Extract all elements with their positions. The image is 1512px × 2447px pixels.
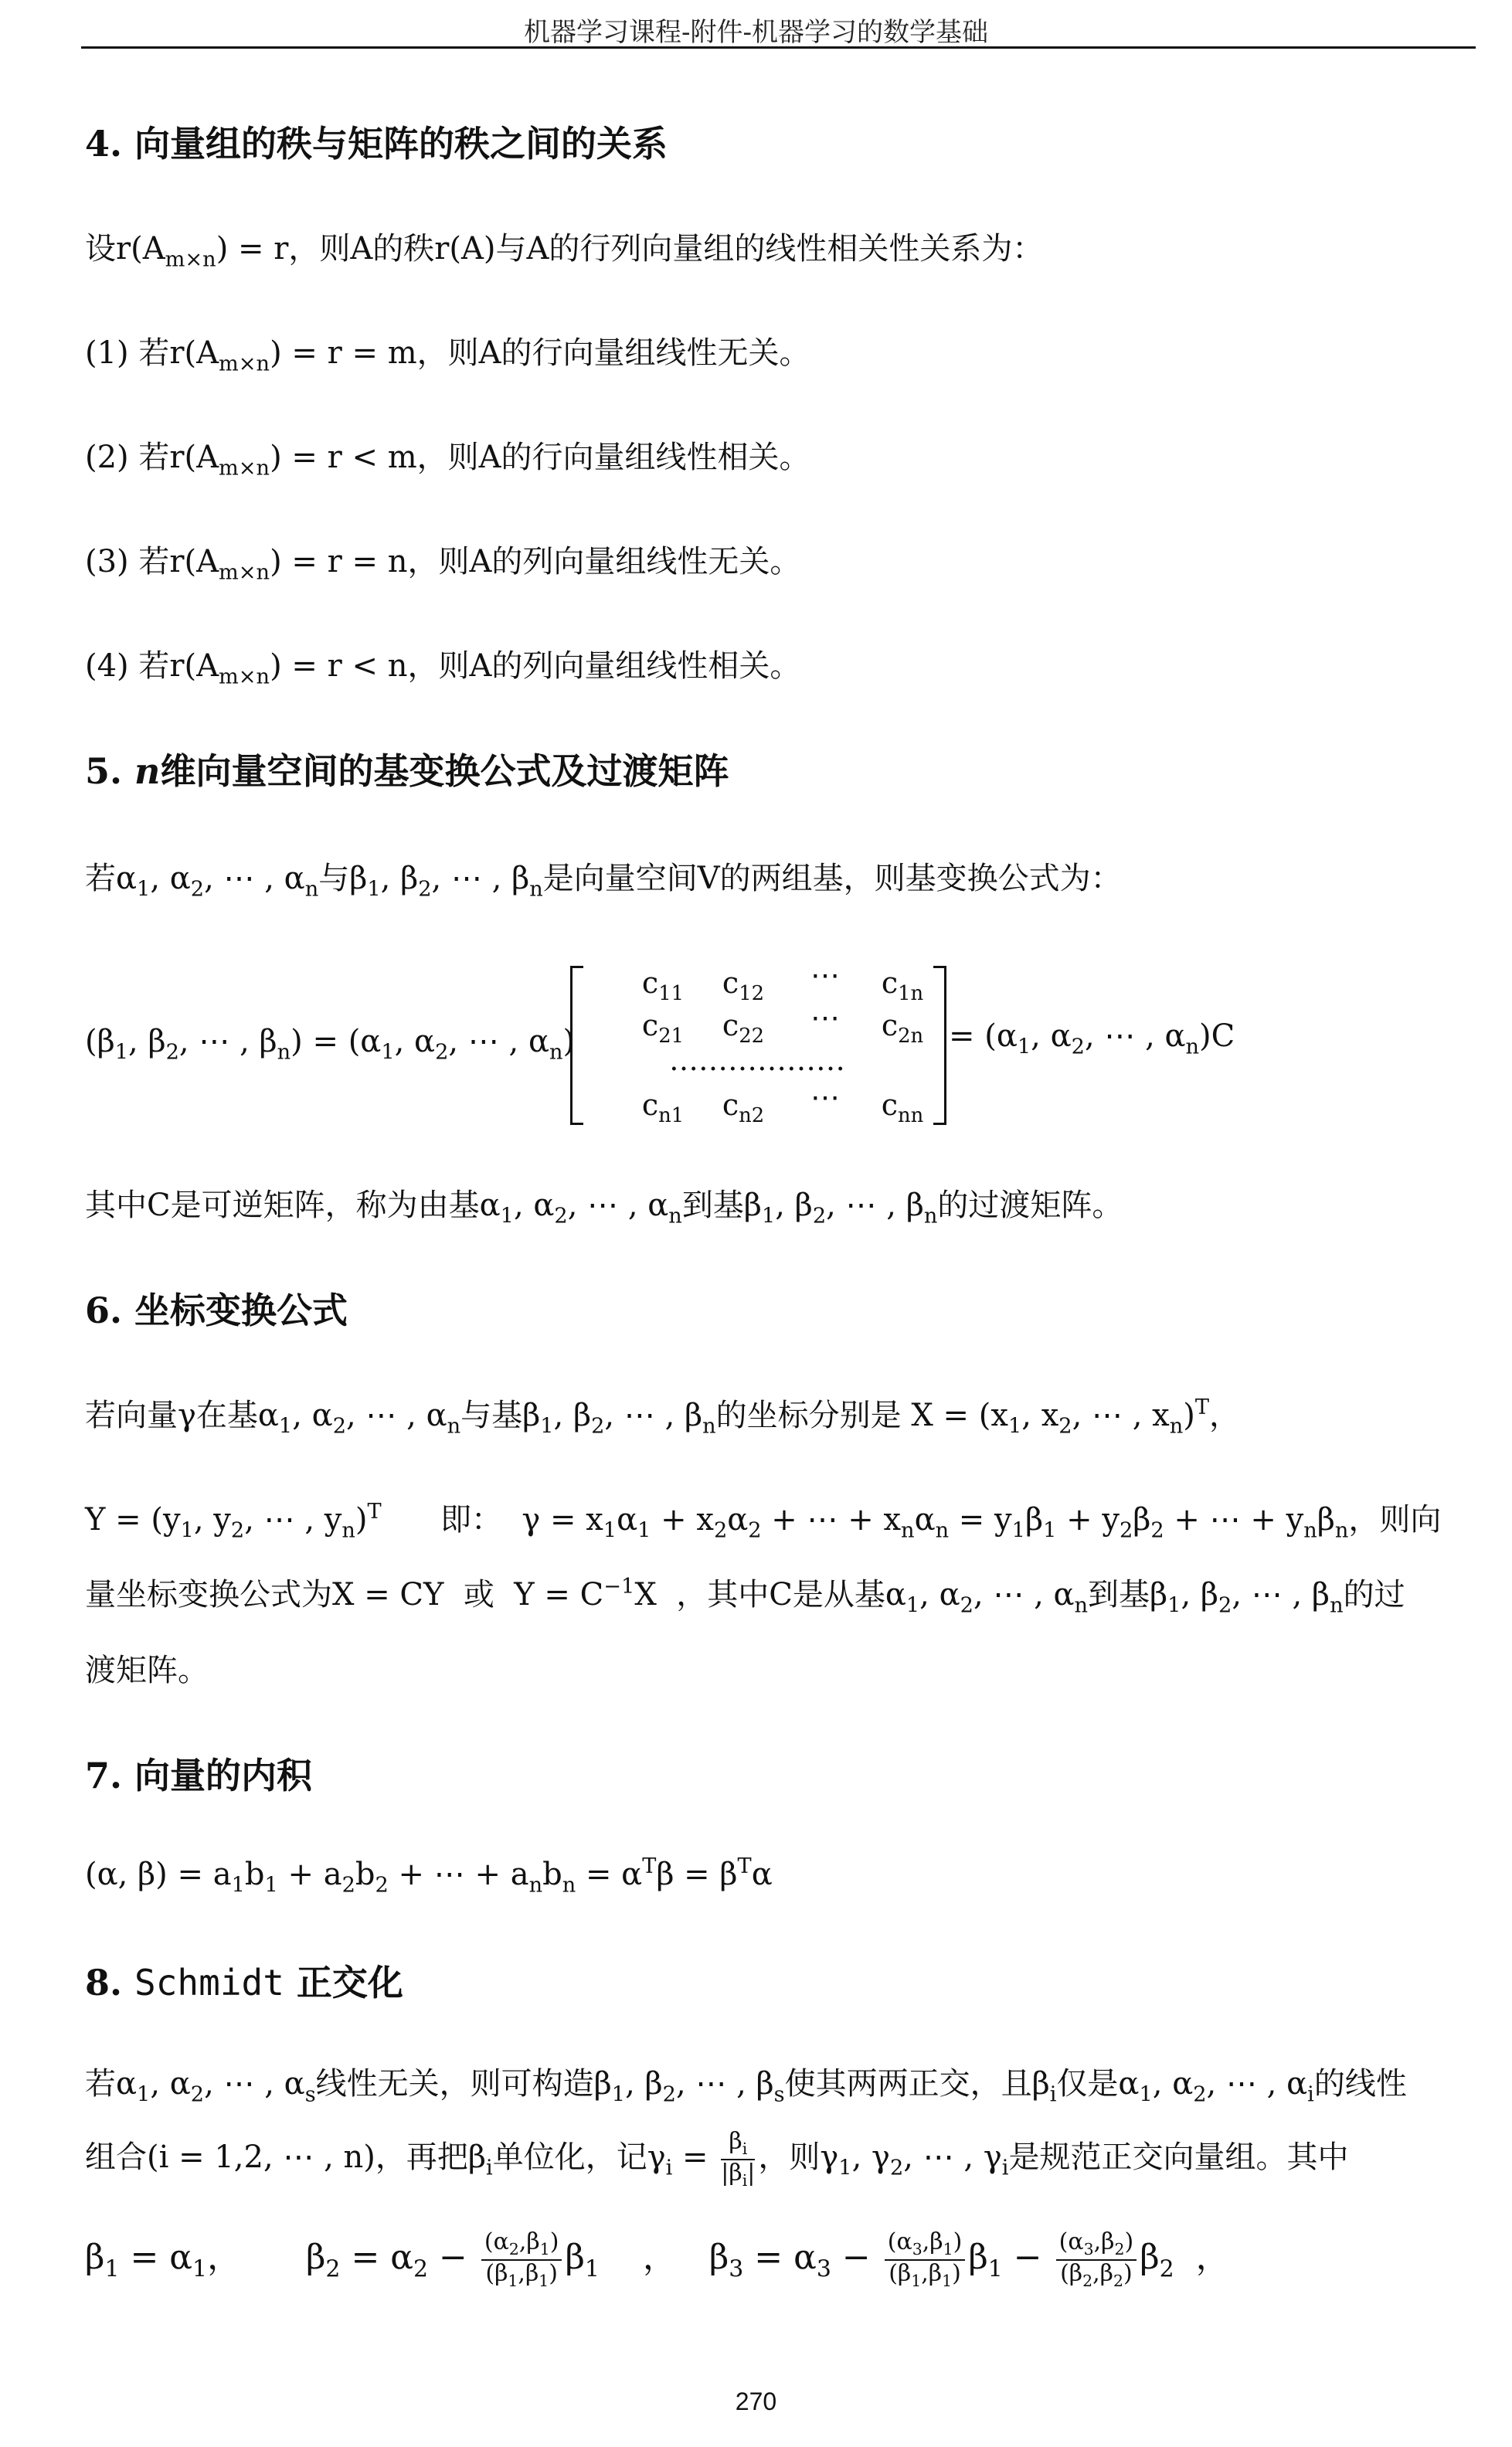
matrix-cell: $c_{21}$ (641, 1008, 685, 1048)
fraction-denominator: $(\beta_1,\beta_1)$ (889, 2259, 961, 2290)
beta-3-fraction-1 (885, 2229, 966, 2290)
section-5-heading (85, 743, 729, 794)
formula-separator: ， (642, 2238, 677, 2278)
basis-formula-rhs: = ($\alpha_1$, $\alpha_2$, ⋯ , $\alpha_n)C$ (949, 1018, 1235, 1059)
matrix-cell: $c_{22}$ (722, 1008, 765, 1048)
matrix-cell: ⋯ (810, 1001, 840, 1035)
fraction-numerator: $\beta_i$ (721, 2129, 755, 2160)
section-5-note: 其中C是可逆矩阵，称为由基$\alpha_1$, $\alpha_2$, ⋯ , $\alpha_n$到基$\beta_1$, $\beta_2$, ⋯ , $\beta_n$的过渡矩阵。 (85, 1188, 1123, 1229)
section-7-heading: 7. 向量的内积 (85, 1755, 313, 1796)
running-header: 机器学习课程-附件-机器学习的数学基础 (524, 17, 988, 48)
section-6-line-3: 量坐标变换公式为X = CY 或 $Y = C^{-1}X$ ，其中C是从基$\alpha_1$, $\alpha_2$, ⋯ , $\alpha_n$到基$\beta_1$, $\beta_2$, ⋯ , $\beta_n$的过 (85, 1575, 1405, 1618)
section-5-number: 5. (85, 750, 135, 792)
section-4-heading: 4. 向量组的秩与矩阵的秩之间的关系 (85, 123, 668, 165)
section-8-line-1: 若$\alpha_1$, $\alpha_2$, ⋯ , $\alpha_s$线性无关，则可构造$\beta_1$, $\beta_2$, ⋯ , $\beta_s$使其两两正交，且$\beta_i$仅是$\alpha_1$, $\alpha_2$, ⋯ , $\alpha_i$的线性 (85, 2066, 1407, 2107)
section-4-item-2: (2) 若$r(A_{m\times n}) = r < m$，则A的行向量组线性相关。 (85, 440, 810, 481)
matrix-cell: $c_{12}$ (722, 966, 765, 1006)
section-8-title: 正交化 (284, 1962, 403, 2003)
fraction-denominator: $(\beta_2,\beta_2)$ (1060, 2259, 1133, 2290)
beta-3-middle: $\beta_1$ − (968, 2238, 1042, 2283)
beta-2-prefix: $\beta_2 = \alpha_2$ − (305, 2238, 467, 2283)
section-5-intro: 若$\alpha_1$, $\alpha_2$, ⋯ , $\alpha_n$与$\beta_1$, $\beta_2$, ⋯ , $\beta_n$是向量空间V的两组基，则基变换公式为： (85, 861, 1122, 902)
section-5-var: n (134, 750, 161, 792)
beta-3-prefix: $\beta_3 = \alpha_3$ − (708, 2238, 871, 2283)
normalize-suffix: ，则$\gamma_1$, $\gamma_2$, ⋯ , $\gamma_i$是规范正交向量组。其中 (758, 2139, 1349, 2180)
normalize-prefix: 组合(i = 1,2, ⋯ , n)，再把$\beta_i$单位化，记$\gamma_i$ = (85, 2139, 708, 2180)
schmidt-formulas (85, 2229, 1230, 2290)
matrix-left-bracket (570, 966, 583, 1125)
header-divider (81, 46, 1476, 49)
fraction-denominator: $|\beta_i|$ (721, 2159, 756, 2190)
section-4-item-3: (3) 若$r(A_{m\times n}) = r = n$，则A的列向量组线性无关。 (85, 544, 801, 585)
fraction-denominator: $(\beta_1,\beta_1)$ (485, 2259, 558, 2290)
matrix-cell: $c_{n2}$ (722, 1088, 765, 1128)
section-6-line-2: $Y = (y_1$, $y_2$, ⋯ , $y_n)^T$ 即： $\gamma = x_1\alpha_1 + x_2\alpha_2$ + ⋯ + $x_n\alpha_n = y_1\beta_1 + y_2\beta_2$ + ⋯ + $y_n\beta_n$，则向 (85, 1500, 1442, 1543)
beta-1-formula: $\beta_1 = \alpha_1$， (85, 2238, 242, 2283)
beta-3-fraction-2 (1056, 2229, 1137, 2290)
page-number: 270 (735, 2388, 777, 2415)
beta-3-suffix: $\beta_2$ ， (1140, 2238, 1230, 2283)
matrix-cell: $c_{2n}$ (881, 1008, 924, 1048)
matrix-cell: $c_{1n}$ (881, 966, 924, 1006)
matrix-cell: $c_{nn}$ (881, 1088, 924, 1128)
section-4-intro: 设$r(A_{m\times n}) = r$，则A的秩r(A)与A的行列向量组的线性相关性关系为： (85, 231, 1044, 272)
basis-formula-lhs: ($\beta_1$, $\beta_2$, ⋯ , $\beta_n) = (\alpha_1$, $\alpha_2$, ⋯ , $\alpha_n$) (85, 1024, 576, 1065)
section-6-line-1: 若向量γ在基$\alpha_1$, $\alpha_2$, ⋯ , $\alpha_n$与基$\beta_1$, $\beta_2$, ⋯ , $\beta_n$的坐标分别是 $X = (x_1$, $x_2$, ⋯ , $x_n)^T$， (85, 1395, 1240, 1439)
section-4-item-1: (1) 若$r(A_{m\times n}) = r = m$，则A的行向量组线性无关。 (85, 335, 810, 376)
matrix-cell: ⋯ (810, 1080, 840, 1114)
matrix-ellipsis-row: ……………… (669, 1043, 845, 1077)
section-8-number: 8. (85, 1962, 135, 2003)
matrix-cell: $c_{11}$ (641, 966, 685, 1006)
inner-product-formula: (α, $\beta) = a_1b_1 + a_2b_2$ + ⋯ + $a_nb_n = \alpha^T\beta = \beta^T\alpha$ (85, 1854, 773, 1898)
beta-2-fraction (481, 2229, 562, 2290)
fraction-numerator: $(\alpha_3,\beta_1)$ (885, 2229, 966, 2261)
section-4-item-4: (4) 若$r(A_{m\times n}) = r < n$，则A的列向量组线性相关。 (85, 648, 801, 689)
section-5-title: 维向量空间的基变换公式及过渡矩阵 (160, 750, 729, 792)
section-6-heading: 6. 坐标变换公式 (85, 1290, 348, 1331)
fraction-numerator: $(\alpha_2,\beta_1)$ (481, 2229, 562, 2261)
fraction-numerator: $(\alpha_3,\beta_2)$ (1056, 2229, 1137, 2261)
section-8-heading (85, 1955, 403, 2006)
matrix-cell: ⋯ (810, 958, 840, 992)
section-8-name: Schmidt (134, 1962, 284, 2003)
section-6-line-4: 渡矩阵。 (85, 1653, 209, 1688)
matrix-cell: $c_{n1}$ (641, 1088, 685, 1128)
section-8-line-2 (85, 2129, 1348, 2190)
beta-2-suffix: $\beta_1$ (565, 2238, 600, 2283)
normalize-fraction (721, 2129, 755, 2190)
